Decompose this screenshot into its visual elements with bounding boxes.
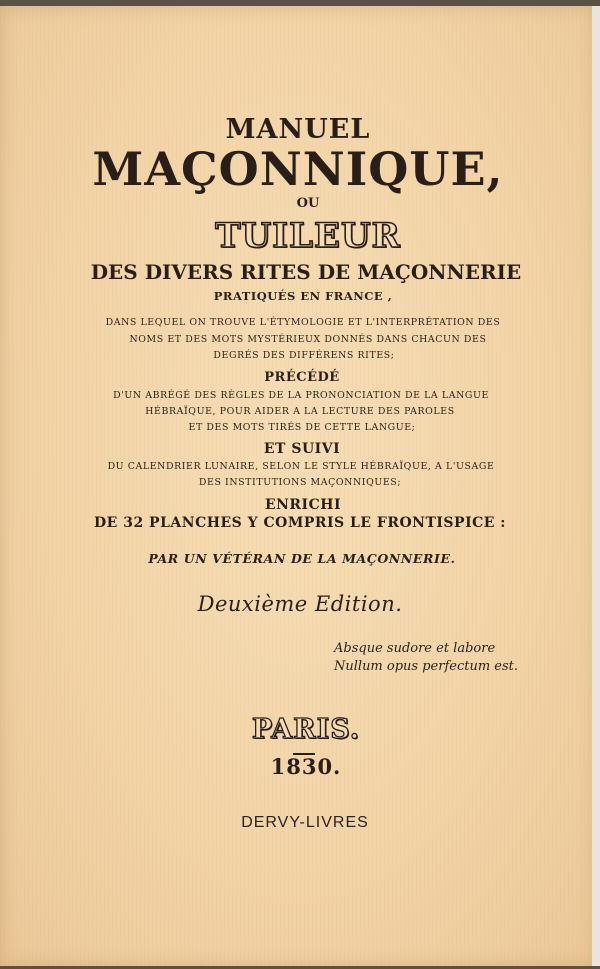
- followed-line: DU CALENDRIER LUNAIRE, SELON LE STYLE HÉBRAÏQUE, A L'USAGE: [107, 461, 495, 472]
- title-maconnique: MAÇONNIQUE,: [92, 142, 504, 196]
- title-page: [0, 6, 596, 966]
- enriched-heading: ENRICHI: [264, 497, 342, 513]
- title-conjunction: OU: [296, 196, 320, 211]
- enriched-line: DE 32 PLANCHES Y COMPRIS LE FRONTISPICE :: [94, 515, 506, 531]
- title-manuel: MANUEL: [225, 114, 371, 145]
- preceded-heading: PRÉCÉDÉ: [264, 370, 340, 385]
- imprint-city: PARIS.: [251, 714, 361, 745]
- preceded-line: D'UN ABRÉGÉ DES RÈGLES DE LA PRONONCIATION DE LA LANGUE: [113, 390, 489, 401]
- title-pratiques: PRATIQUÉS EN FRANCE ,: [213, 289, 393, 303]
- followed-heading: ET SUIVI: [263, 441, 341, 457]
- description-line: DANS LEQUEL ON TROUVE L'ÉTYMOLOGIE ET L'INTERPRÉTATION DES: [105, 317, 501, 328]
- author-line: PAR UN VÉTÉRAN DE LA MAÇONNERIE.: [148, 551, 456, 566]
- imprint-year: 1830.: [270, 754, 342, 779]
- description-line: NOMS ET DES MOTS MYSTÉRIEUX DONNÉS DANS CHACUN DES: [129, 334, 487, 345]
- preceded-line: HÉBRAÏQUE, POUR AIDER A LA LECTURE DES PAROLES: [145, 406, 455, 417]
- publisher: DERVY-LIVRES: [241, 814, 369, 831]
- title-rites: DES DIVERS RITES DE MAÇONNERIE: [90, 260, 522, 284]
- followed-line: DES INSTITUTIONS MAÇONNIQUES;: [198, 477, 402, 488]
- motto-line-1: Absque sudore et labore: [334, 641, 496, 656]
- description-line: DEGRÉS DES DIFFÉRENS RITES;: [213, 350, 395, 361]
- edition-line: Deuxième Edition.: [197, 592, 403, 616]
- preceded-line: ET DES MOTS TIRÉS DE CETTE LANGUE;: [188, 422, 416, 433]
- title-tuileur: TUILEUR: [215, 216, 401, 256]
- motto-line-2: Nullum opus perfectum est.: [334, 659, 519, 674]
- motto: [334, 640, 518, 676]
